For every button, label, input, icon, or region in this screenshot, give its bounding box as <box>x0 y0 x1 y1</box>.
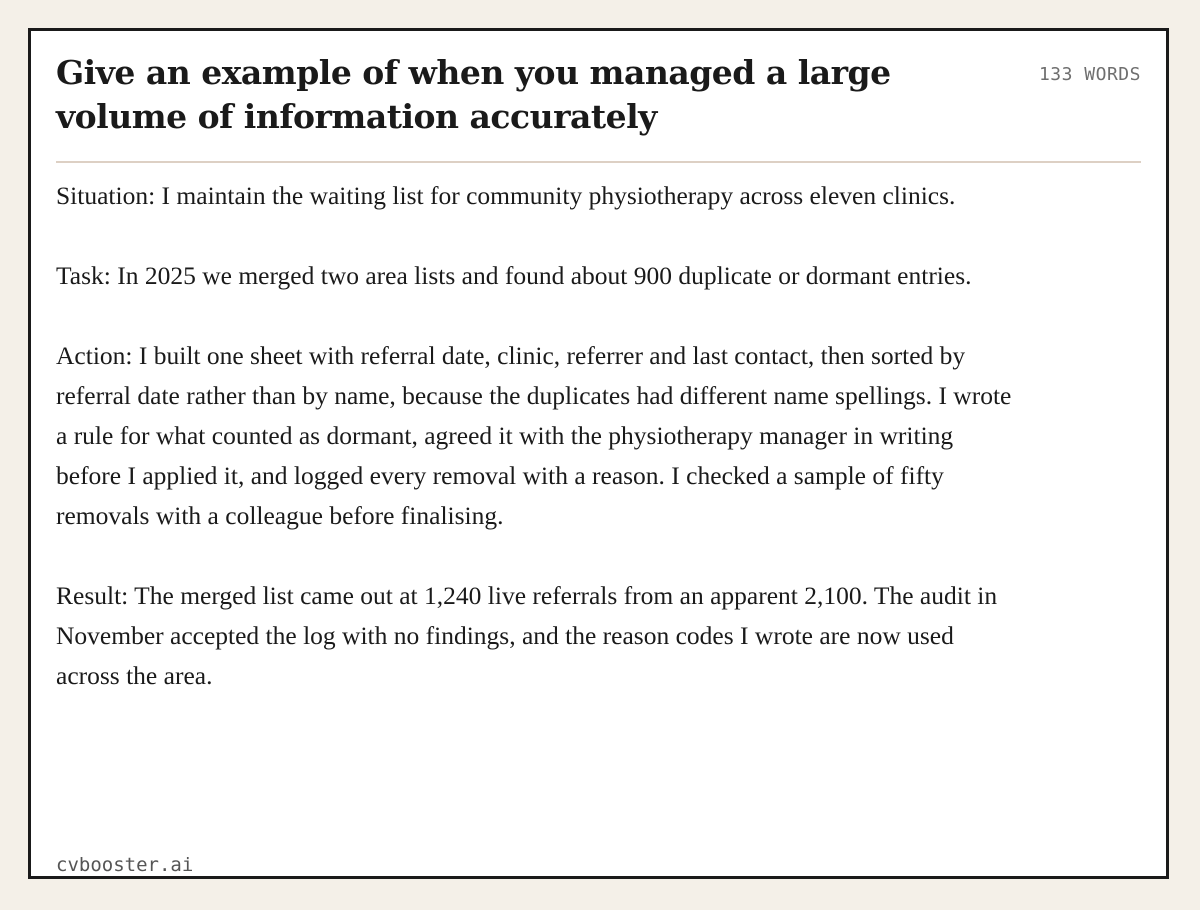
question-title: Give an example of when you managed a large volume of information accurately <box>56 53 891 136</box>
brand-footer: cvbooster.ai <box>56 854 194 876</box>
situation-paragraph: Situation: I maintain the waiting list for community physiotherapy across eleven clinics. <box>56 181 956 210</box>
result-paragraph: Result: The merged list came out at 1,240 live referrals from an apparent 2,100. The audit in November accepted the log with no findings, and the reason codes I wrote are now used across the area. <box>56 581 998 690</box>
action-paragraph: Action: I built one sheet with referral date, clinic, referrer and last contact, then sorted by referral date rather than by name, because the duplicates had different name spellings. I wrote a rule for what counted as dormant, agreed it with the physiotherapy manager in writing before I applied it, and logged every removal with a reason. I checked a sample of fifty removals with a colleague before finalising. <box>56 341 1012 530</box>
word-count-badge: 133 WORDS <box>1038 64 1141 85</box>
task-paragraph: Task: In 2025 we merged two area lists and found about 900 duplicate or dormant entries. <box>56 261 972 290</box>
answer-body <box>56 176 1016 696</box>
answer-card <box>28 28 1169 879</box>
card-header <box>56 51 1141 163</box>
